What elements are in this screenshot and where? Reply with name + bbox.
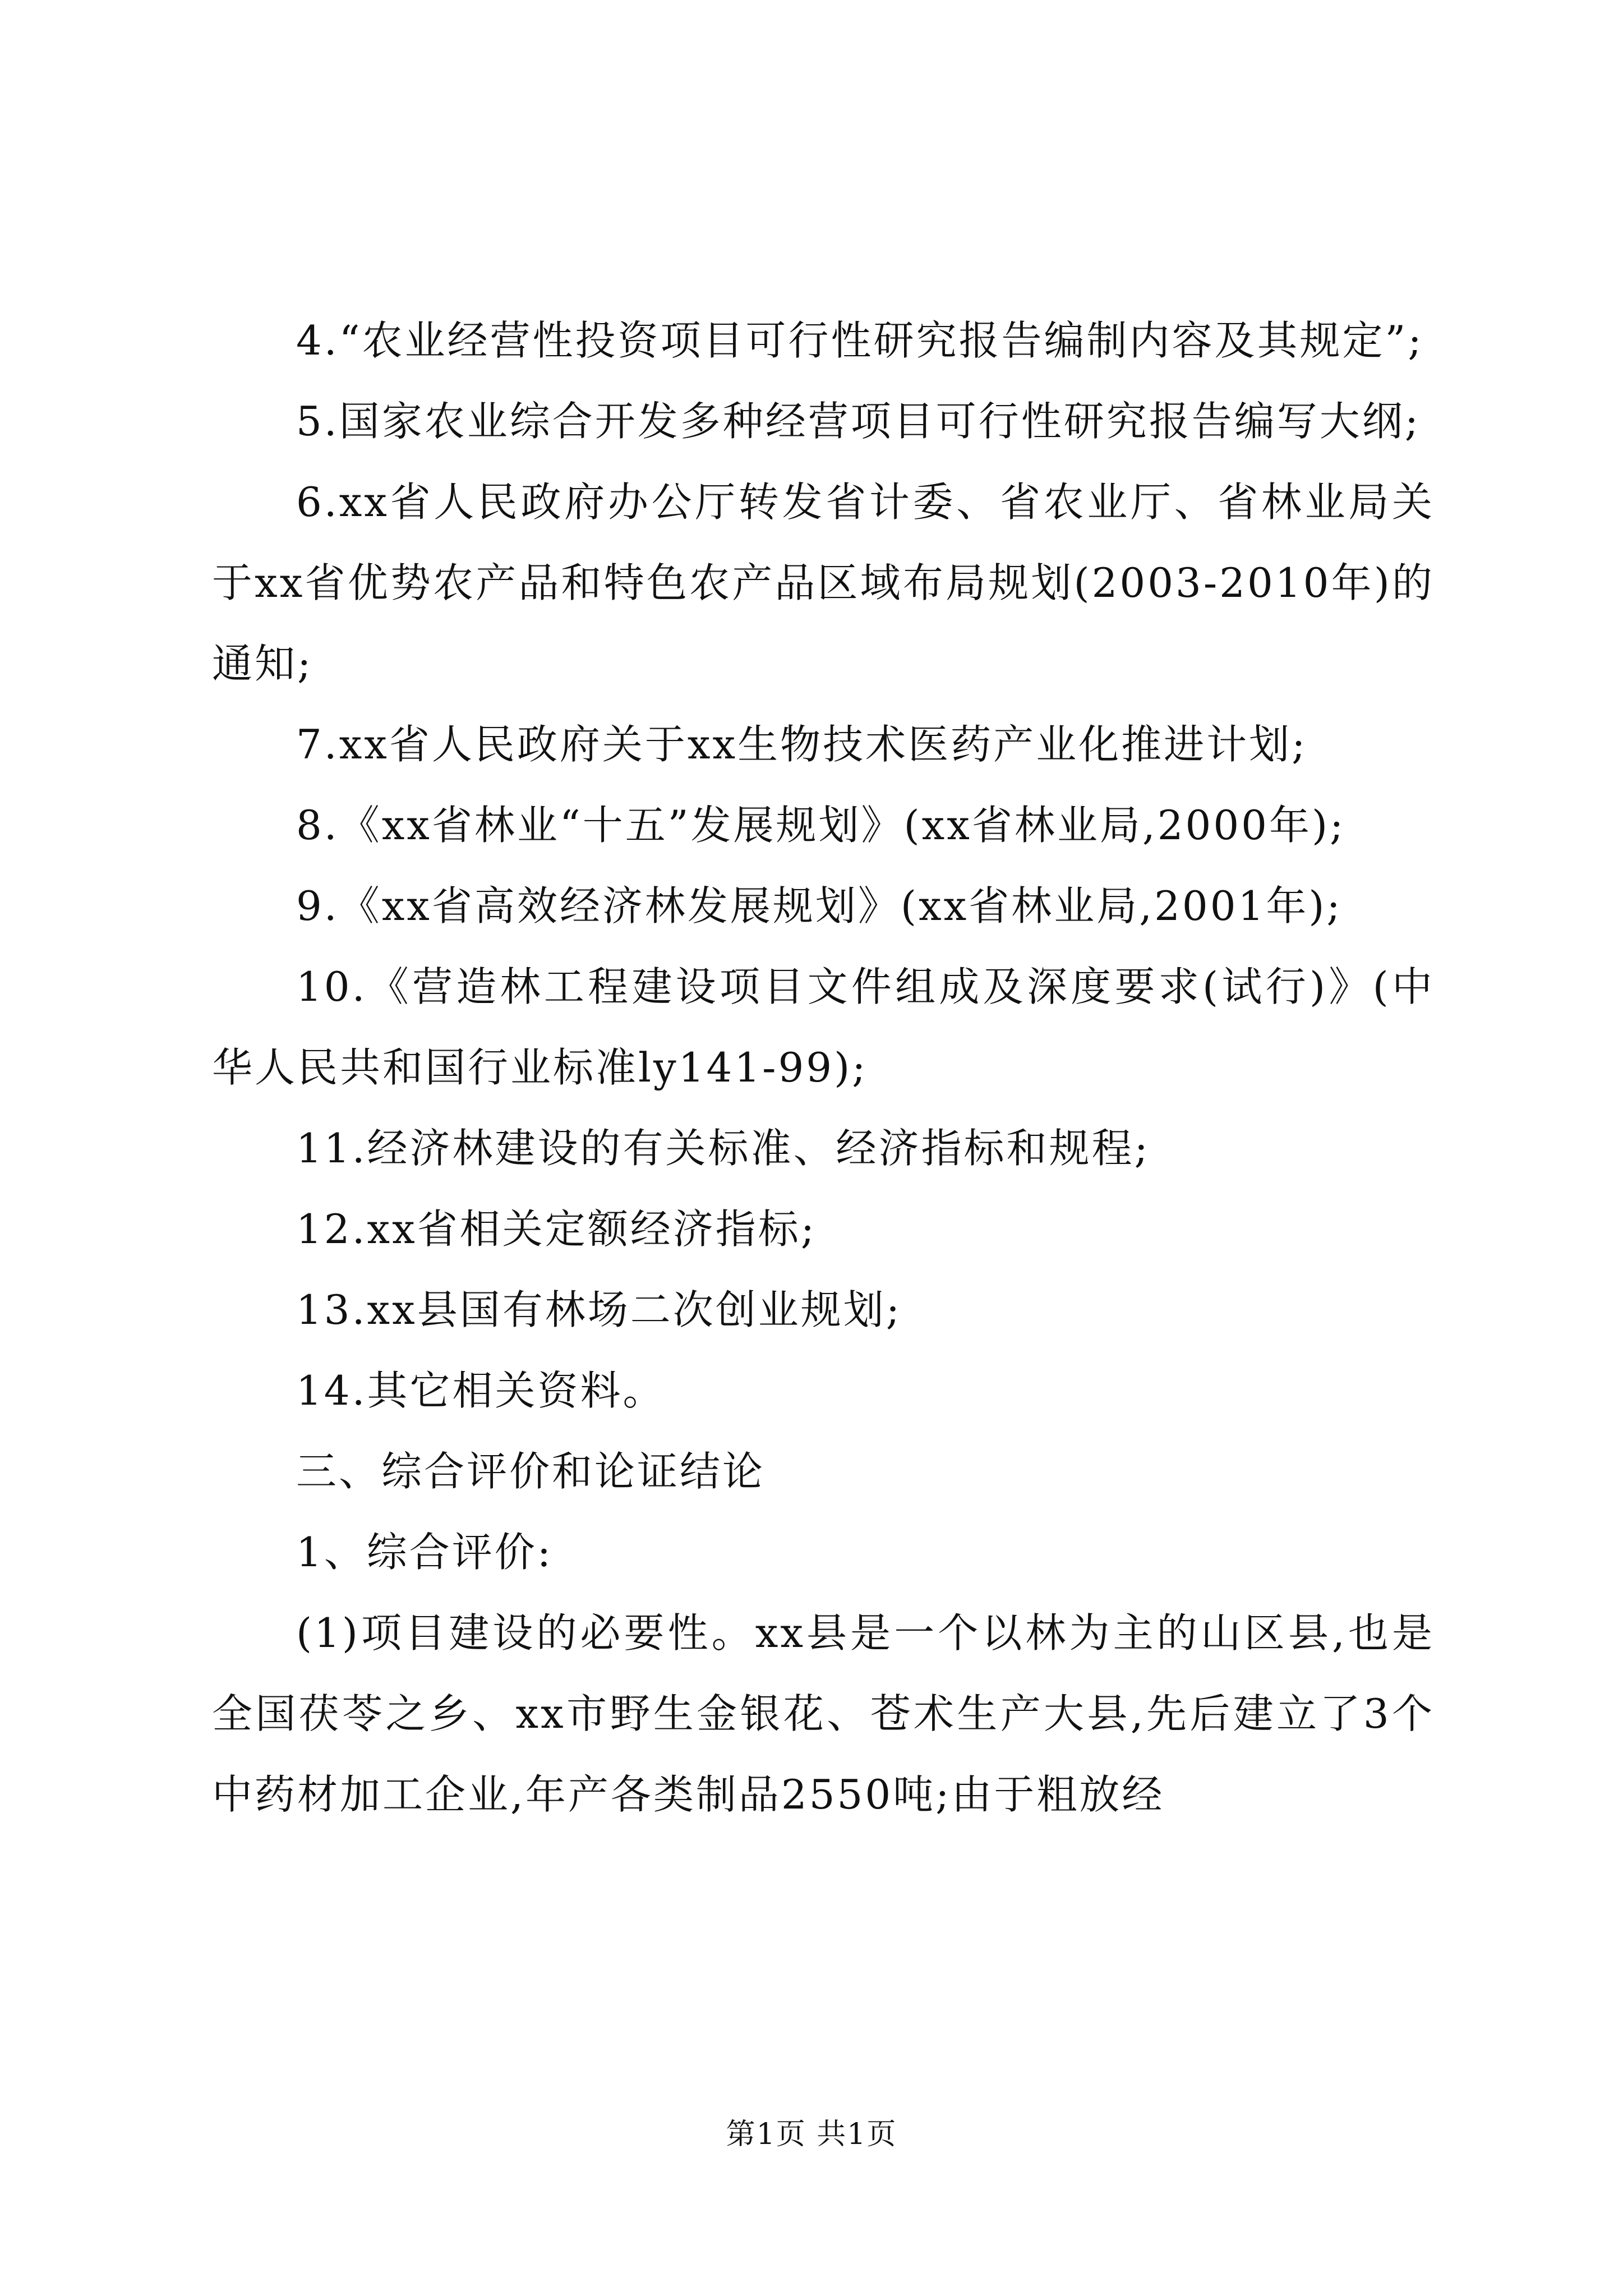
paragraph-item-11: 11.经济林建设的有关标准、经济指标和规程; — [296, 1125, 1150, 1172]
page-footer: 第1页 共1页 — [726, 2118, 897, 2151]
paragraph-item-6: 6.xx省人民政府办公厅转发省计委、省农业厅、省林业局关于xx省优势农产品和特色农产品区域布局规划(2003-2010年)的通知; — [212, 478, 1435, 687]
section-heading-3: 三、综合评价和论证结论 — [296, 1448, 766, 1495]
paragraph-item-10: 10.《营造林工程建设项目文件组成及深度要求(试行)》(中华人民共和国行业标准ly141-99); — [212, 963, 1435, 1091]
paragraph-item-12: 12.xx省相关定额经济指标; — [296, 1205, 817, 1253]
paragraph-item-5: 5.国家农业综合开发多种经营项目可行性研究报告编写大纲; — [296, 398, 1421, 445]
paragraph-item-7: 7.xx省人民政府关于xx生物技术医药产业化推进计划; — [296, 721, 1308, 768]
document-body — [212, 300, 1435, 1835]
paragraph-item-14: 14.其它相关资料。 — [296, 1367, 666, 1414]
paragraph-item-13: 13.xx县国有林场二次创业规划; — [296, 1286, 902, 1333]
paragraph-necessity: (1)项目建设的必要性。xx县是一个以林为主的山区县,也是全国茯苓之乡、xx市野生金银花、苍术生产大县,先后建立了3个中药材加工企业,年产各类制品2550吨;由于粗放经 — [212, 1609, 1435, 1818]
paragraph-item-9: 9.《xx省高效经济林发展规划》(xx省林业局,2001年); — [296, 882, 1343, 930]
subsection-heading-1: 1、综合评价: — [296, 1529, 554, 1576]
paragraph-item-4: 4.“农业经营性投资项目可行性研究报告编制内容及其规定”; — [296, 317, 1424, 364]
paragraph-item-8: 8.《xx省林业“十五”发展规划》(xx省林业局,2000年); — [296, 802, 1346, 849]
